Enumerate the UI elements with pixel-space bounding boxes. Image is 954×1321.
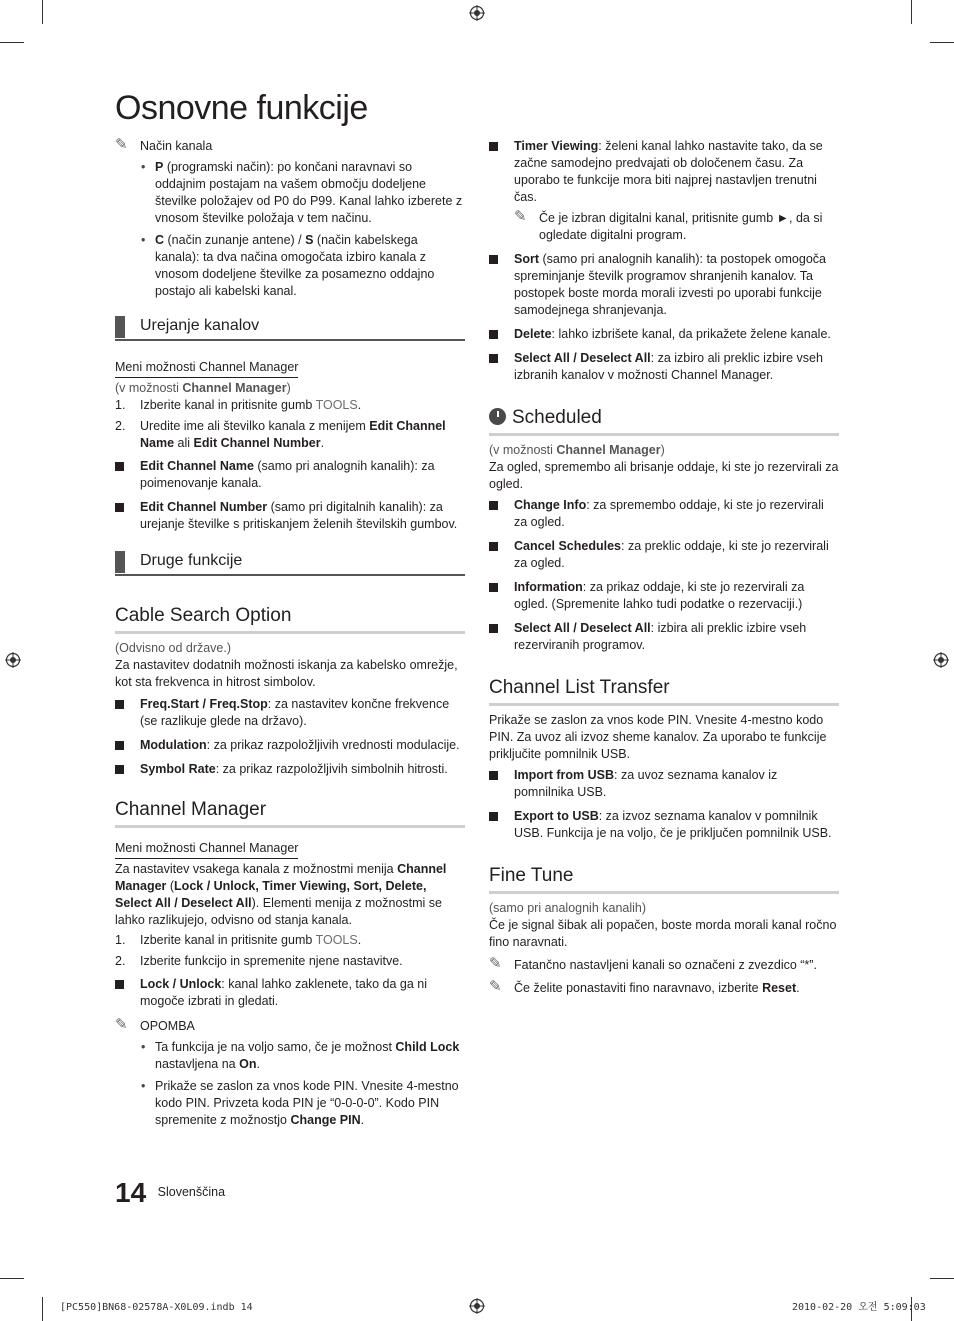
crosshair-registration-icon xyxy=(469,1298,485,1314)
square-bullet-icon xyxy=(489,142,498,151)
paragraph: Za nastavitev dodatnih možnosti iskanja za kabelsko omrežje, kot sta frekvenca in hitrost simbolov. xyxy=(115,658,458,689)
crosshair-registration-icon xyxy=(469,5,485,21)
square-bullet-icon xyxy=(115,700,124,709)
page-number: 14 xyxy=(115,1177,147,1208)
list-item: • P (programski način): po končani naravnavi so oddajnim postajam na vašem območju dodeljene številke položajev od P0 do P99. Kanal lahko izberete z vnosom številke položaja v tem načinu. xyxy=(115,159,465,227)
imprint-date: 2010-02-20 오전 5:09:03 xyxy=(792,1302,926,1313)
list-item: • Ta funkcija je na voljo samo, če je možnost Child Lock nastavljena na On. xyxy=(115,1039,465,1073)
channel-manager-items xyxy=(115,976,465,1010)
crop-mark xyxy=(930,1278,954,1279)
square-bullet-icon xyxy=(115,980,124,989)
square-bullet-icon xyxy=(489,354,498,363)
crop-mark xyxy=(0,1278,24,1279)
cable-items xyxy=(115,696,465,778)
scheduled-items xyxy=(489,497,839,654)
section-title-scheduled: Scheduled xyxy=(489,406,839,436)
square-bullet-icon xyxy=(489,624,498,633)
right-column xyxy=(489,138,839,1001)
section-title-channel-list-transfer: Channel List Transfer xyxy=(489,676,839,706)
section-bar xyxy=(115,551,125,573)
list-item: Information: za prikaz oddaje, ki ste jo rezervirali za ogled. (Spremenite lahko tudi podatke o rezervaciji.) xyxy=(489,579,839,613)
subheading-edit-channels: Urejanje kanalov xyxy=(115,316,465,341)
paragraph: Prikaže se zaslon za vnos kode PIN. Vnesite 4-mestno kodo PIN. Za uvoz ali izvoz sheme kanalov. Za uporabo te funkcije priključite pomnilnik USB. xyxy=(489,713,827,761)
crop-mark xyxy=(42,0,43,24)
square-bullet-icon xyxy=(115,462,124,471)
page-footer xyxy=(115,1176,225,1210)
step: 1. Izberite kanal in pritisnite gumb TOOLS. xyxy=(115,933,362,947)
list-item: Export to USB: za izvoz seznama kanalov v pomnilnik USB. Funkcija je na voljo, če je priključen pomnilnik USB. xyxy=(489,808,839,842)
list-item: Timer Viewing: želeni kanal lahko nastavite tako, da se začne samodejno predvajati ob določenem času. Za uporabo te funkcije mora biti najprej nastavljen trenutni čas. ✎ Če je izbran digitalni kanal, pritisnite gumb ►, da si ogledate digitalni program. xyxy=(489,138,839,244)
square-bullet-icon xyxy=(115,503,124,512)
list-item: Edit Channel Number (samo pri digitalnih kanalih): za urejanje številke s pritiskanjem želenih številskih gumbov. xyxy=(115,499,465,533)
list-item: Sort (samo pri analognih kanalih): ta postopek omogoča spreminjanje številk programov shranjenih kanalov. Ta postopek boste morda morali izvesti po uporabi funkcije samodejnega shranjevanja. xyxy=(489,251,839,319)
square-bullet-icon xyxy=(489,812,498,821)
crop-mark xyxy=(911,0,912,24)
crop-mark xyxy=(42,1297,43,1321)
step: 2. Uredite ime ali številko kanala z menijem Edit Channel Name ali Edit Channel Number. xyxy=(115,419,446,450)
list-item: Modulation: za prikaz razpoložljivih vrednosti modulacije. xyxy=(115,737,465,754)
pencil-note-icon: ✎ xyxy=(115,1016,128,1033)
section-title-cable-search: Cable Search Option xyxy=(115,604,465,634)
section-bar xyxy=(115,316,125,338)
left-column xyxy=(115,138,465,1134)
square-bullet-icon xyxy=(489,255,498,264)
note: ✎ Fatančno nastavljeni kanali so označeni z zvezdico “*”. xyxy=(489,955,817,972)
step: 2. Izberite funkcijo in spremenite njene nastavitve. xyxy=(115,954,403,968)
step: 1. Izberite kanal in pritisnite gumb TOOLS. xyxy=(115,398,362,412)
context-note: (v možnosti Channel Manager) xyxy=(115,381,291,395)
list-item: • Prikaže se zaslon za vnos kode PIN. Vnesite 4-mestno kodo PIN. Privzeta koda PIN je “0-0-0-0”. Kodo PIN spremenite z možnostjo Change PIN. xyxy=(115,1078,465,1129)
pencil-note-icon: ✎ xyxy=(489,978,502,995)
note: ✎ Če želite ponastaviti fino naravnavo, izberite Reset. xyxy=(489,978,800,995)
edit-steps xyxy=(115,397,465,452)
subheading-other-functions: Druge funkcije xyxy=(115,551,465,576)
page-title: Osnovne funkcije xyxy=(115,89,368,127)
crosshair-registration-icon xyxy=(5,652,21,668)
context-note: (v možnosti Channel Manager) xyxy=(489,443,665,457)
list-item: Edit Channel Name (samo pri analognih kanalih): za poimenovanje kanala. xyxy=(115,458,465,492)
channel-manager-items-cont xyxy=(489,138,839,384)
channel-manager-steps xyxy=(115,932,465,970)
list-item: Lock / Unlock: kanal lahko zaklenete, tako da ga ni mogoče izbrati in gledati. xyxy=(115,976,465,1010)
note: ✎ OPOMBA xyxy=(115,1016,195,1033)
paragraph: Če je signal šibak ali popačen, boste morda morali kanal ročno fino naravnati. xyxy=(489,918,837,949)
pencil-note-icon: ✎ xyxy=(115,136,128,153)
pencil-note-icon: ✎ xyxy=(514,208,527,225)
menu-label: Meni možnosti Channel Manager xyxy=(115,840,465,861)
list-item: Select All / Deselect All: izbira ali preklic izbire vseh rezerviranih programov. xyxy=(489,620,839,654)
square-bullet-icon xyxy=(489,771,498,780)
menu-label: Meni možnosti Channel Manager xyxy=(115,359,465,380)
context-note: (Odvisno od države.) xyxy=(115,641,232,655)
note: ✎ Če je izbran digitalni kanal, pritisnite gumb ►, da si ogledate digitalni program. xyxy=(514,208,823,242)
square-bullet-icon xyxy=(489,501,498,510)
edit-items xyxy=(115,458,465,533)
clock-icon xyxy=(489,408,506,425)
paragraph: Za nastavitev vsakega kanala z možnostmi menija Channel Manager (Lock / Unlock, Timer Viewing, Sort, Delete, Select All / Deselect All). Elementi menija z možnostmi se lahko razlikujejo, odvisno od stanja kanala. xyxy=(115,862,447,927)
square-bullet-icon xyxy=(489,330,498,339)
list-item: Delete: lahko izbrišete kanal, da prikažete želene kanale. xyxy=(489,326,839,343)
list-item: Freq.Start / Freq.Stop: za nastavitev končne frekvence (se razlikuje glede na državo). xyxy=(115,696,465,730)
crop-mark xyxy=(0,42,24,43)
section-title-fine-tune: Fine Tune xyxy=(489,864,839,894)
crop-mark xyxy=(930,42,954,43)
list-item: Symbol Rate: za prikaz razpoložljivih simbolnih hitrosti. xyxy=(115,761,465,778)
square-bullet-icon xyxy=(489,583,498,592)
pencil-note-icon: ✎ xyxy=(489,955,502,972)
language-label: Slovenščina xyxy=(157,1185,226,1199)
square-bullet-icon xyxy=(115,741,124,750)
square-bullet-icon xyxy=(115,765,124,774)
transfer-items xyxy=(489,767,839,842)
note: ✎ Način kanala xyxy=(115,136,213,153)
list-item: Change Info: za spremembo oddaje, ki ste jo rezervirali za ogled. xyxy=(489,497,839,531)
list-item: Select All / Deselect All: za izbiro ali preklic izbire vseh izbranih kanalov v možnosti Channel Manager. xyxy=(489,350,839,384)
square-bullet-icon xyxy=(489,542,498,551)
list-item: Cancel Schedules: za preklic oddaje, ki ste jo rezervirali za ogled. xyxy=(489,538,839,572)
note-bullets xyxy=(115,1039,465,1129)
paragraph: Za ogled, spremembo ali brisanje oddaje, ki ste jo rezervirali za ogled. xyxy=(489,460,839,491)
list-item: Import from USB: za uvoz seznama kanalov iz pomnilnika USB. xyxy=(489,767,839,801)
context-note: (samo pri analognih kanalih) xyxy=(489,901,647,915)
play-arrow-icon: ► xyxy=(776,211,789,225)
crosshair-registration-icon xyxy=(933,652,949,668)
section-title-channel-manager: Channel Manager xyxy=(115,798,465,828)
list-item: • C (način zunanje antene) / S (način kabelskega kanala): ta dva načina omogočata izbiro kanala z vnosom dodeljene številke za posamezno oddajno postajo ali kabelski kanal. xyxy=(115,232,465,300)
imprint-file: [PC550]BN68-02578A-X0L09.indb 14 xyxy=(60,1302,253,1313)
channel-mode-list xyxy=(115,159,465,300)
